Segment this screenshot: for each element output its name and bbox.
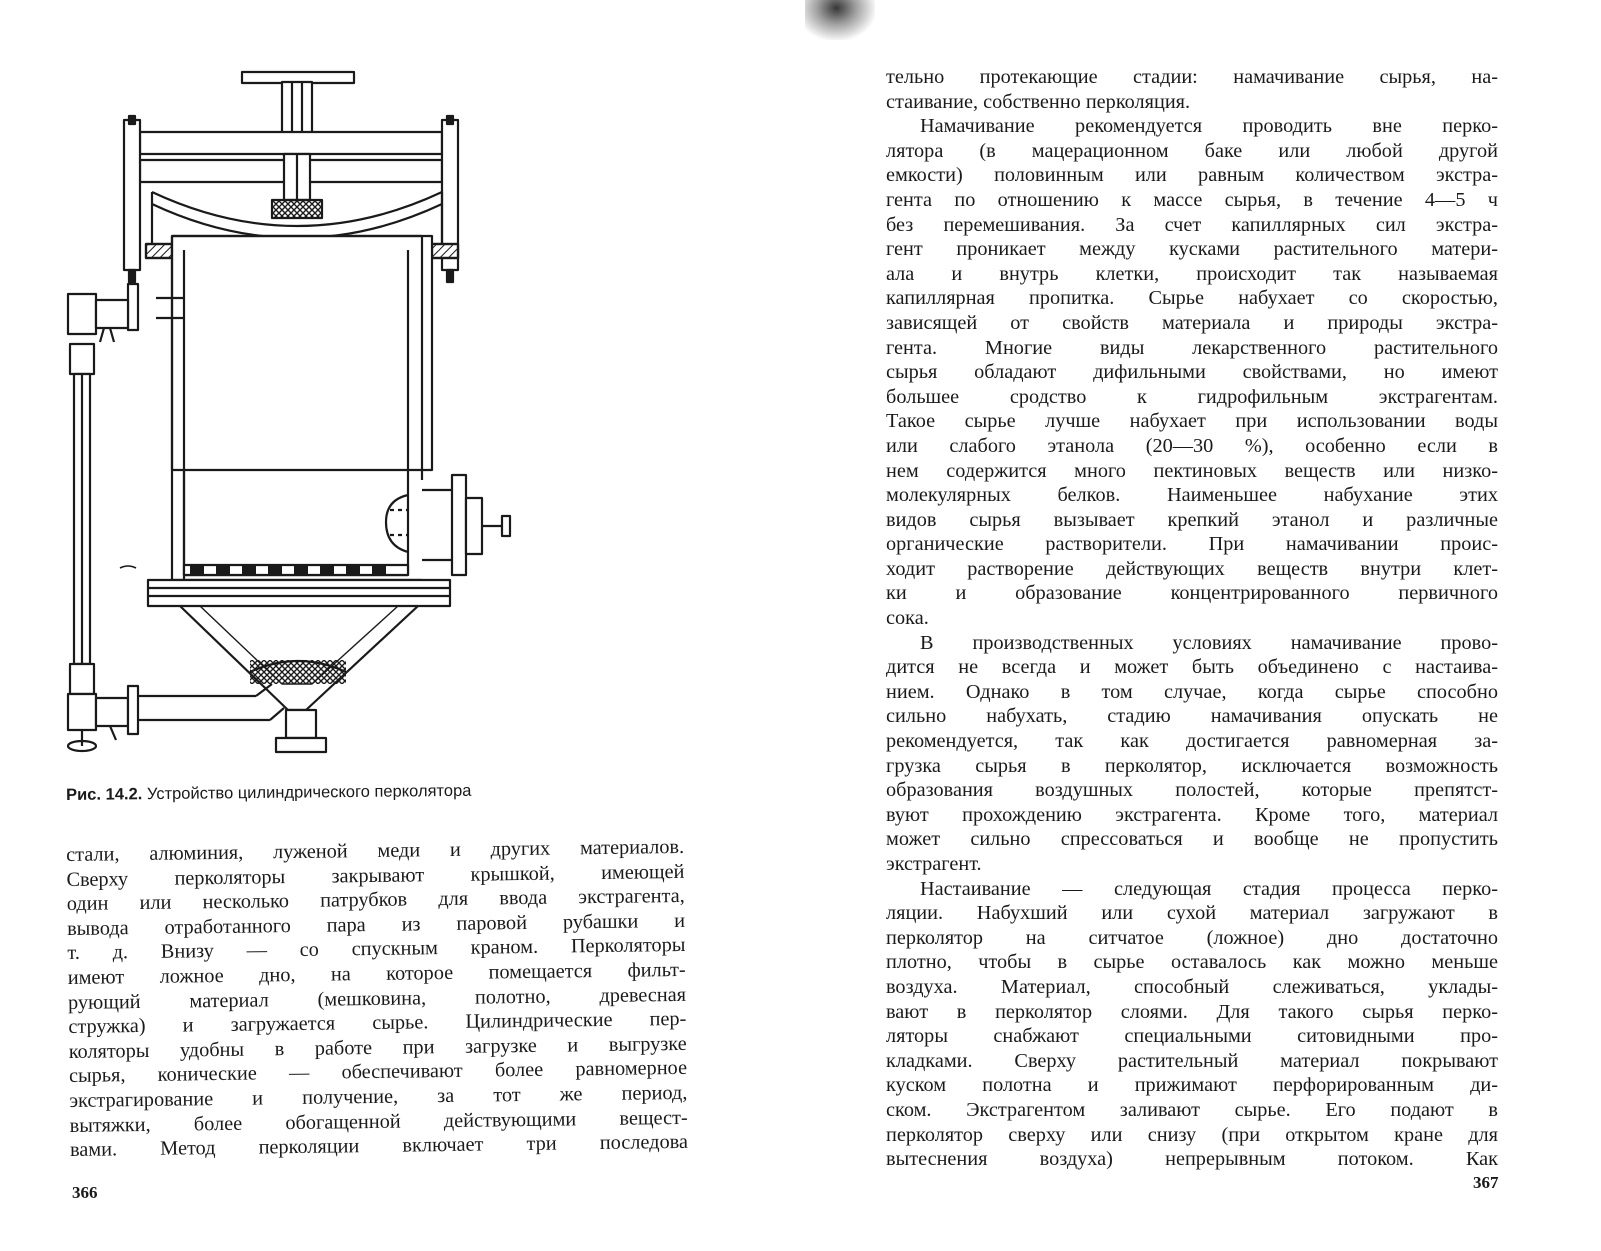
text-line: образования воздушных полостей, которые препятст- <box>886 779 1498 802</box>
text-line: зависящей от свойств материала и природы экстра- <box>886 311 1498 334</box>
text-line: ходит растворение действующих веществ внутри клет- <box>886 557 1498 580</box>
left-page <box>0 0 790 1251</box>
text-line: или слабого этанола (20—30 %), особенно если в <box>886 434 1498 457</box>
text-line: тельно протекающие стадии: намачивание сырья, на- <box>886 66 1498 88</box>
text-line: органические растворители. При намачивании проис- <box>886 533 1498 556</box>
text-line: гент проникает между кусками растительного матери- <box>886 238 1498 261</box>
text-line: емкости) половинным или равным количеством экстра- <box>886 164 1498 187</box>
text-line: воздуха. Материал, способный слеживаться, уклады- <box>886 975 1498 998</box>
text-line: ки и образование концентрированного первичного <box>886 582 1498 605</box>
text-line: экстрагирование и получение, за тот же период, <box>69 1081 688 1112</box>
text-line: один или несколько патрубков для ввода экстрагента, <box>66 885 685 916</box>
text-line: сока. <box>886 607 929 630</box>
text-line: сырья, конические — обеспечивают более равномерное <box>68 1057 688 1088</box>
text-line: стаивание, собственно перколяция. <box>886 90 1191 113</box>
text-line: ала и внутрь клетки, происходит так называемая <box>886 262 1498 285</box>
text-line: может сильно спрессоваться и вообще не пропустить <box>886 828 1498 851</box>
text-line: сильно набухать, стадию намачивания опускать не <box>886 705 1498 728</box>
percolator-drawing <box>60 60 530 760</box>
text-line: нием. Однако в том случае, когда сырье способно <box>886 680 1498 703</box>
text-line: стали, алюминия, луженой меди и других материалов. <box>66 835 685 866</box>
text-line: вывода отработанного пара из паровой рубашки и <box>66 909 686 940</box>
text-line: гента по отношению к массе сырья, в течение 4—5 ч <box>886 188 1498 211</box>
text-line: большее сродство к гидрофильным экстрагентам. <box>886 385 1498 408</box>
text-line: вытяжки, более обогащенной действующими вещест- <box>69 1106 688 1137</box>
text-line: без перемешивания. За счет капиллярных сил экстра- <box>886 213 1498 236</box>
text-line: кладками. Сверху растительный материал покрывают <box>886 1049 1498 1072</box>
text-line: стружка) и загружается сырье. Цилиндрические пер- <box>68 1008 687 1039</box>
text-line: видов сырья вызывает крепкий этанол и различные <box>886 508 1498 531</box>
text-line: ском. Экстрагентом заливают сырье. Его подают в <box>886 1098 1498 1121</box>
figure-caption <box>66 780 626 805</box>
text-line: молекулярных белков. Наименьшее набухание этих <box>886 484 1498 507</box>
text-line: куском полотна и прижимают перфорированным ди- <box>886 1074 1498 1097</box>
text-line: т. д. Внизу — со спускным краном. Перколяторы <box>67 934 686 965</box>
text-line: капиллярная пропитка. Сырье набухает со скоростью, <box>886 287 1498 310</box>
text-line: гента. Многие виды лекарственного растительного <box>886 336 1498 359</box>
text-line: экстрагент. <box>886 853 982 875</box>
page-number-right: 367 <box>1473 1173 1499 1192</box>
text-line: ляции. Набухший или сухой материал загружают в <box>886 902 1498 925</box>
percolator-figure <box>60 60 530 760</box>
text-line: Такое сырье лучше набухает при использовании воды <box>886 410 1498 433</box>
text-line: вытеснения воздуха) непрерывным потоком. Как <box>886 1148 1498 1171</box>
page-number-left: 366 <box>72 1183 98 1202</box>
text-line: вают в перколятор слоями. Для такого сырья перко- <box>886 1000 1498 1023</box>
text-line: Настаивание — следующая стадия процесса перко- <box>920 877 1498 900</box>
figure-caption-label: Рис. 14.2. <box>66 785 143 804</box>
text-line: перколятор сверху или снизу (при открытом кране для <box>886 1123 1498 1146</box>
text-line: дится не всегда и может быть объединено с настаива- <box>886 656 1498 679</box>
text-line: рекомендуется, так как достигается равномерная за- <box>886 730 1498 753</box>
text-line: лятора (в мацерационном баке или любой другой <box>886 139 1498 162</box>
text-line: ляторы снабжают специальными ситовидными про- <box>886 1025 1498 1048</box>
text-line: Сверху перколяторы закрывают крышкой, имеющей <box>66 860 685 891</box>
text-line: имеют ложное дно, на которое помещается фильт- <box>67 958 686 989</box>
text-line: рующий материал (мешковина, полотно, древесная <box>67 983 687 1014</box>
text-line: грузка сырья в перколятор, исключается возможность <box>886 754 1498 777</box>
text-line: вами. Метод перколяции включает три последова <box>69 1131 689 1162</box>
text-line: вуют прохождению экстрагента. Кроме того, материал <box>886 803 1498 826</box>
text-line: В производственных условиях намачивание прово- <box>920 631 1498 654</box>
text-line: нем содержится много пектиновых веществ или низко- <box>886 459 1498 482</box>
text-line: сырья обладают дифильными свойствами, но имеют <box>886 361 1498 384</box>
figure-caption-text: Устройство цилиндрического перколятора <box>146 781 472 804</box>
text-line: Намачивание рекомендуется проводить вне перко- <box>920 115 1498 138</box>
text-line: плотно, чтобы в сырье оставалось как можно меньше <box>886 951 1498 974</box>
text-line: перколятор на ситчатое (ложное) дно достаточно <box>886 926 1498 949</box>
right-body-text <box>886 65 1498 1172</box>
left-body-text <box>66 835 688 1163</box>
text-line: коляторы удобны в работе при загрузке и выгрузке <box>68 1032 687 1063</box>
right-page <box>790 0 1601 1251</box>
